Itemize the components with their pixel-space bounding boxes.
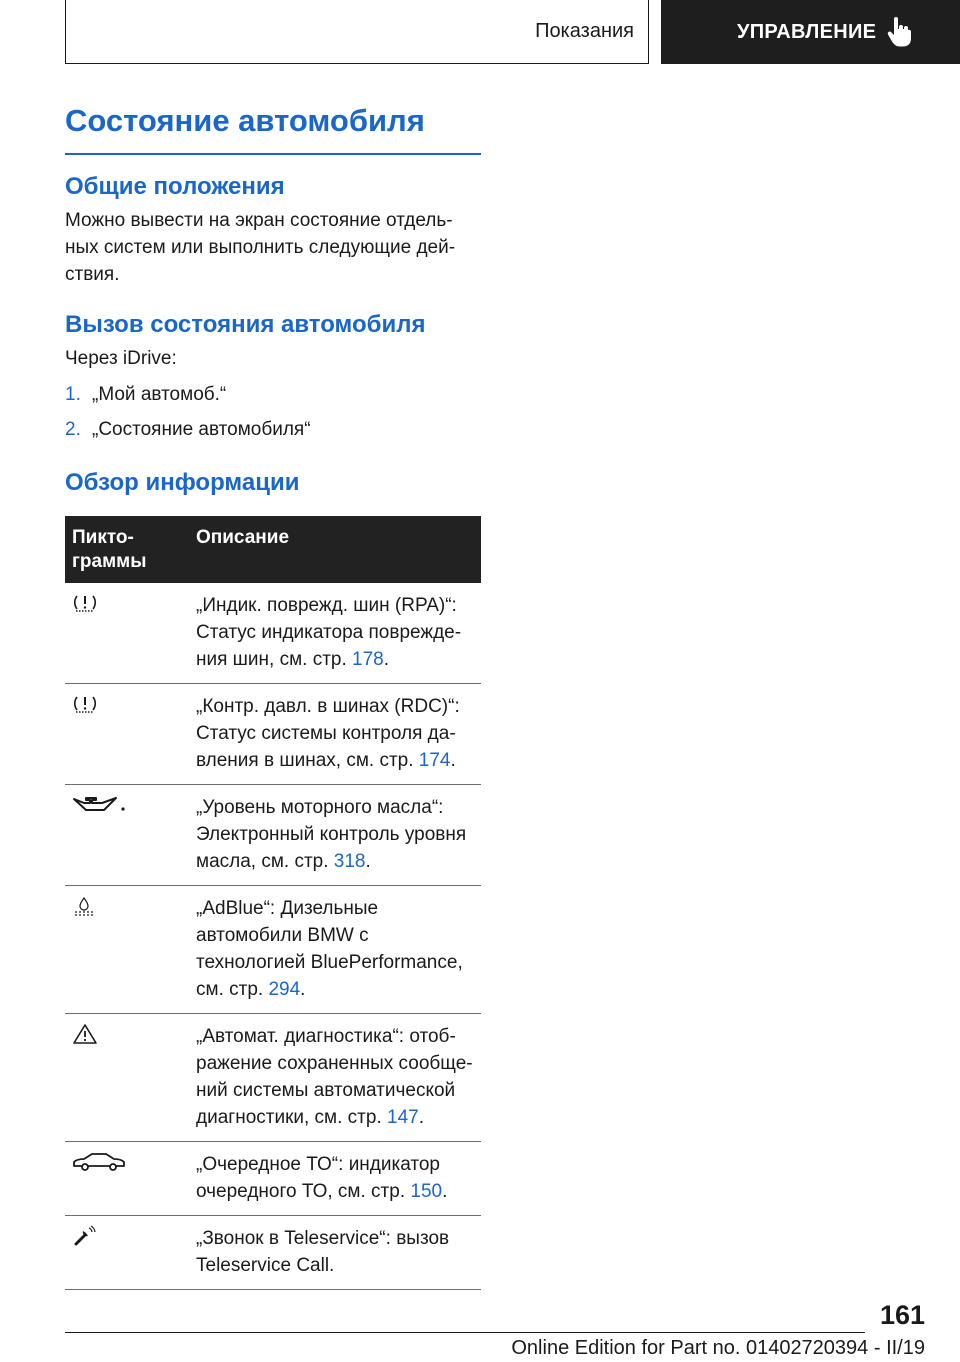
table-row bbox=[65, 583, 481, 684]
table-row bbox=[65, 1216, 481, 1290]
description-cell: „Автомат. диагностика“: отоб- ражение сохраненных сообще- ний системы автоматической диагностики, см. стр. 147. bbox=[189, 1014, 481, 1142]
description-text: „Очередное ТО“: индикатор очередного ТО, см. стр. bbox=[196, 1154, 441, 1202]
list-item bbox=[65, 419, 481, 454]
page-link[interactable]: 174 bbox=[418, 750, 451, 771]
adblue-icon bbox=[65, 886, 189, 1014]
overview-heading: Обзор информации bbox=[65, 469, 300, 496]
wrench-call-icon bbox=[65, 1216, 189, 1290]
description-cell: „Индик. поврежд. шин (RPA)“: Статус индикатора поврежде- ния шин, см. стр. 178. bbox=[189, 583, 481, 684]
section-tab[interactable] bbox=[65, 0, 649, 64]
step-number: 1. bbox=[65, 384, 81, 405]
description-text: „Уровень моторного масла“: Электронный контроль уровня масла, см. стр. bbox=[196, 797, 467, 872]
page-link[interactable]: 178 bbox=[352, 649, 384, 670]
description-text: „Автомат. диагностика“: отоб- ражение сохраненных сообще- ний системы автоматической диагностики, см. стр. bbox=[196, 1026, 473, 1128]
warning-triangle-icon bbox=[65, 1014, 189, 1142]
table-row bbox=[65, 1142, 481, 1216]
section-tab-label: Показания bbox=[535, 20, 634, 42]
table-header-row bbox=[65, 516, 481, 583]
table-row bbox=[65, 886, 481, 1014]
table-row bbox=[65, 684, 481, 785]
step-text: „Состояние автомобиля“ bbox=[92, 419, 311, 440]
tire-warning-icon bbox=[65, 583, 189, 684]
col-header-pictograms: Пикто- граммы bbox=[65, 516, 189, 583]
page-link[interactable]: 318 bbox=[333, 851, 366, 872]
table-row bbox=[65, 785, 481, 886]
page-link[interactable]: 150 bbox=[410, 1181, 443, 1202]
call-heading: Вызов состояния автомобиля bbox=[65, 311, 426, 338]
edition-footer: Online Edition for Part no. 01402720394 - II/19 bbox=[511, 1337, 925, 1359]
page-title: Состояние автомобиля bbox=[65, 103, 481, 155]
list-item bbox=[65, 384, 481, 419]
general-heading: Общие положения bbox=[65, 173, 285, 200]
page-link[interactable]: 147 bbox=[387, 1107, 419, 1128]
car-service-icon bbox=[65, 1142, 189, 1216]
description-text: „Индик. поврежд. шин (RPA)“: Статус индикатора поврежде- ния шин, см. стр. bbox=[196, 595, 462, 670]
step-text: „Мой автомоб.“ bbox=[92, 384, 227, 405]
description-cell: „Контр. давл. в шинах (RDC)“: Статус системы контроля да- вления в шинах, см. стр. 174. bbox=[189, 684, 481, 785]
general-text bbox=[65, 207, 481, 288]
col-header-description: Описание bbox=[189, 516, 481, 583]
oil-can-icon bbox=[65, 785, 189, 886]
info-table bbox=[65, 516, 481, 1290]
step-number: 2. bbox=[65, 419, 81, 440]
call-intro: Через iDrive: bbox=[65, 348, 177, 369]
description-cell bbox=[189, 1216, 481, 1290]
pointing-hand-icon bbox=[886, 17, 912, 47]
page-number: 161 bbox=[879, 1300, 925, 1330]
chapter-tab-label: УПРАВЛЕНИЕ bbox=[737, 20, 877, 43]
description-cell: „Уровень моторного масла“: Электронный контроль уровня масла, см. стр. 318. bbox=[189, 785, 481, 886]
general-text-line: ствия. bbox=[65, 264, 120, 285]
tire-pressure-icon bbox=[65, 684, 189, 785]
table-row bbox=[65, 1014, 481, 1142]
chapter-tab[interactable] bbox=[661, 0, 960, 64]
page-link[interactable]: 294 bbox=[268, 979, 301, 1000]
steps-list bbox=[65, 384, 481, 454]
description-text: „Звонок в Teleservice“: вызов Teleservice Call. bbox=[196, 1228, 450, 1276]
description-cell: „Очередное ТО“: индикатор очередного ТО, см. стр. 150. bbox=[189, 1142, 481, 1216]
description-text: „AdBlue“: Дизельные автомобили BMW с технологией BluePerformance, см. стр. bbox=[196, 898, 463, 1000]
general-text-line: ных систем или выполнить следующие дей- bbox=[65, 237, 456, 258]
description-text: „Контр. давл. в шинах (RDC)“: Статус системы контроля да- вления в шинах, см. стр. bbox=[196, 696, 460, 771]
footer-divider bbox=[65, 1332, 865, 1333]
general-text-line: Можно вывести на экран состояние отдель- bbox=[65, 210, 453, 231]
description-cell: „AdBlue“: Дизельные автомобили BMW с технологией BluePerformance, см. стр. 294. bbox=[189, 886, 481, 1014]
